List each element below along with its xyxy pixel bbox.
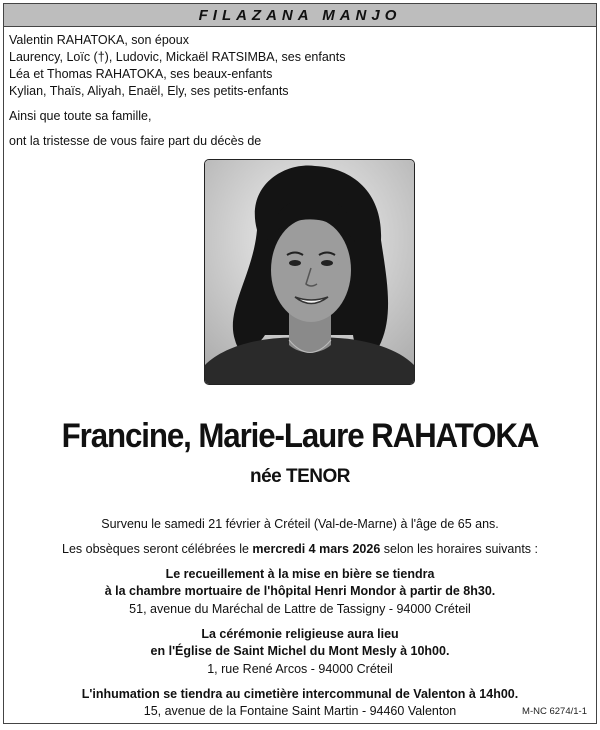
event-2-address: 1, rue René Arcos - 94000 Créteil <box>207 662 393 676</box>
family-line-grandchildren: Kylian, Thaïs, Aliyah, Enaël, Ely, ses petits-enfants <box>9 84 289 98</box>
header-title: FILAZANA MANJO <box>198 6 402 24</box>
maiden-name: née TENOR <box>249 466 351 487</box>
funeral-intro-after: selon les horaires suivants : <box>380 542 538 556</box>
family-line-children-in-law: Léa et Thomas RAHATOKA, ses beaux-enfants <box>9 67 273 81</box>
announcement-text: ont la tristesse de vous faire part du décès de <box>9 134 262 148</box>
event-2-line-1: La cérémonie religieuse aura lieu <box>201 627 399 641</box>
funeral-intro-before: Les obsèques seront célébrées le <box>62 542 253 556</box>
reference-code: M-NC 6274/1-1 <box>522 706 587 717</box>
deceased-name: Francine, Marie-Laure RAHATOKA <box>61 417 539 455</box>
event-3-address: 15, avenue de la Fontaine Saint Martin - 94460 Valenton <box>143 704 457 718</box>
obituary-notice <box>3 3 597 724</box>
event-2-line-2: en l'Église de Saint Michel du Mont Mesly à 10h00. <box>150 644 450 658</box>
funeral-date: mercredi 4 mars 2026 <box>252 542 381 556</box>
event-3-line-1: L'inhumation se tiendra au cimetière intercommunal de Valenton à 14h00. <box>81 687 519 701</box>
death-notice: Survenu le samedi 21 février à Créteil (Val-de-Marne) à l'âge de 65 ans. <box>101 517 499 531</box>
family-line-children: Laurency, Loïc (†), Ludovic, Mickaël RATSIMBA, ses enfants <box>9 50 346 64</box>
family-line-spouse: Valentin RAHATOKA, son époux <box>9 33 189 47</box>
event-1-line-1: Le recueillement à la mise en bière se tiendra <box>165 567 435 581</box>
family-line-extra: Ainsi que toute sa famille, <box>9 109 152 123</box>
funeral-intro <box>4 541 596 557</box>
event-1-line-2: à la chambre mortuaire de l'hôpital Henri Mondor à partir de 8h30. <box>104 584 496 598</box>
header-banner <box>4 4 596 27</box>
portrait-photo <box>204 159 415 385</box>
event-1-address: 51, avenue du Maréchal de Lattre de Tassigny - 94000 Créteil <box>129 602 471 616</box>
